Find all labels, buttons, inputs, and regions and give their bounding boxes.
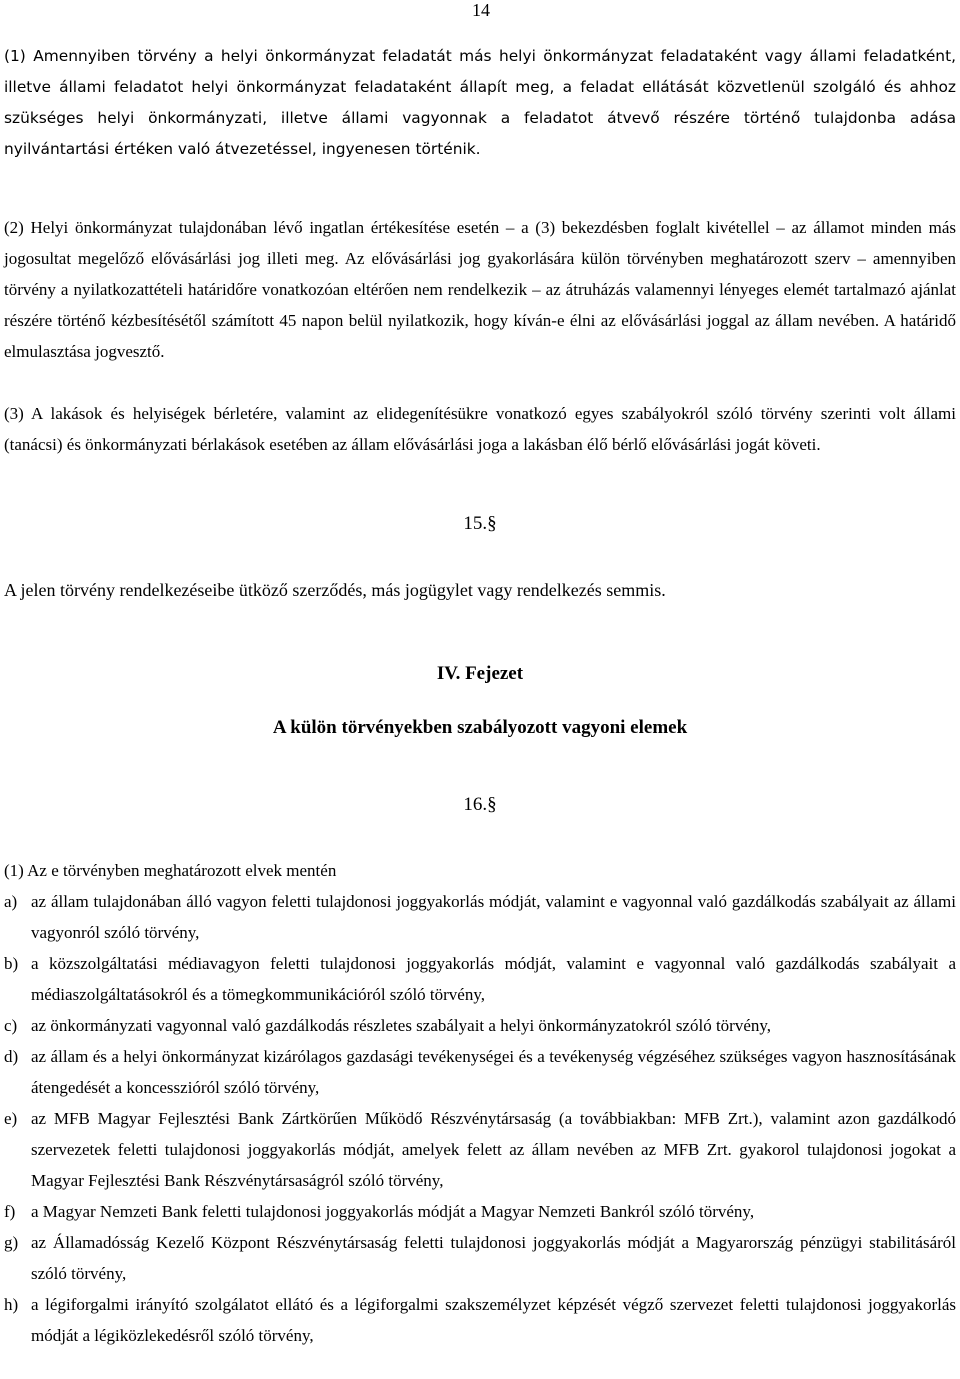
paragraph-3: (3) A lakások és helyiségek bérletére, valamint az elidegenítésükre vonatkozó egyes szabályokról szóló törvény szerinti volt állami (tanácsi) és önkormányzati bérlakások esetében az állam elővásárlási joga a lakásban élő bérlő elővásárlási jogát követi. [4, 404, 956, 454]
section-15-text: A jelen törvény rendelkezéseibe ütköző szerződés, más jogügylet vagy rendelkezés semmis. [4, 580, 666, 600]
list-marker: c) [4, 1016, 18, 1035]
chapter-heading: IV. Fejezet [436, 663, 524, 684]
list-item [4, 1196, 956, 1227]
list-marker: b) [4, 954, 19, 973]
list-item [4, 1010, 956, 1041]
list-item-text: a légiforgalmi irányító szolgálatot ellátó és a légiforgalmi szakszemélyzet képzését végző szervezet feletti tulajdonosi joggyakorlás módját a légiközlekedésről szóló törvény, [31, 1295, 956, 1345]
list-marker: g) [4, 1233, 19, 1252]
paragraph-1: (1) Amennyiben törvény a helyi önkormányzat feladatát más helyi önkormányzat feladataként vagy állami feladatként, illetve állami feladatot helyi önkormányzat feladataként állapít meg, a feladat ellátását közvetlenül szolgáló és ahhoz szükséges helyi önkormányzati, illetve állami vagyonnak a feladatot átvevő részére történő tulajdonba adása nyilvántartási értéken való átvezetéssel, ingyenesen történik. [4, 47, 956, 158]
chapter-title: A külön törvényekben szabályozott vagyoni elemek [272, 717, 688, 738]
page-number: 14 [472, 0, 490, 20]
section-16-intro: (1) Az e törvényben meghatározott elvek mentén [4, 861, 337, 880]
list-item [4, 1289, 956, 1351]
list-item-text: az állam és a helyi önkormányzat kizárólagos gazdasági tevékenységei és a tevékenység végzéséhez szükséges vagyon hasznosításának átengedését a koncesszióról szóló törvény, [31, 1047, 956, 1097]
list-marker: e) [4, 1109, 18, 1128]
list-item-text: az állam tulajdonában álló vagyon feletti tulajdonosi joggyakorlás módját, valamint e vagyonnal való gazdálkodás szabályait az állami vagyonról szóló törvény, [31, 892, 956, 942]
list-item-text: az önkormányzati vagyonnal való gazdálkodás részletes szabályait a helyi önkormányzatokról szóló törvény, [31, 1016, 772, 1035]
list-item-text: a Magyar Nemzeti Bank feletti tulajdonosi joggyakorlás módját a Magyar Nemzeti Bankról szóló törvény, [31, 1202, 755, 1221]
list-item-text: a közszolgáltatási médiavagyon feletti tulajdonosi joggyakorlás módját, valamint e vagyonnal való gazdálkodás szabályait a médiaszolgáltatásokról és a tömegkommunikációról szóló törvény, [31, 954, 956, 1004]
list-item [4, 1103, 956, 1196]
provision-list [4, 886, 956, 1351]
list-item-text: az Államadósság Kezelő Központ Részvénytársaság feletti tulajdonosi joggyakorlás módját a Magyarország pénzügyi stabilitásáról szóló törvény, [31, 1233, 956, 1283]
list-item [4, 886, 956, 948]
list-item [4, 1227, 956, 1289]
list-marker: h) [4, 1295, 19, 1314]
list-marker: a) [4, 892, 18, 911]
section-15-heading: 15.§ [463, 513, 497, 534]
paragraph-2: (2) Helyi önkormányzat tulajdonában lévő ingatlan értékesítése esetén ‒ a (3) bekezdésben foglalt kivétellel ‒ az államot minden más jogosultat megelőző elővásárlási jog illeti meg. Az elővásárlási jog gyakorlására külön törvényben meghatározott szerv ‒ amennyiben törvény a nyilatkozattételi határidőre vonatkozóan eltérően nem rendelkezik ‒ az átruházás valamennyi lényeges elemét tartalmazó ajánlat részére történő kézbesítésétől számított 45 napon belül nyilatkozik, hogy kíván-e élni az elővásárlási joggal az állam nevében. A határidő elmulasztása jogvesztő. [4, 218, 956, 361]
list-marker: d) [4, 1047, 19, 1066]
list-item [4, 1041, 956, 1103]
list-marker: f) [4, 1202, 16, 1221]
list-item-text: az MFB Magyar Fejlesztési Bank Zártkörűen Működő Részvénytársaság (a továbbiakban: MFB Zrt.), valamint azon gazdálkodó szervezetek feletti tulajdonosi joggyakorlás módját, amelyek felett az állam nevében az MFB Zrt. gyakorol tulajdonosi jogokat a Magyar Fejlesztési Bank Részvénytársaságról szóló törvény, [31, 1109, 956, 1190]
section-16-heading: 16.§ [463, 794, 497, 815]
list-item [4, 948, 956, 1010]
